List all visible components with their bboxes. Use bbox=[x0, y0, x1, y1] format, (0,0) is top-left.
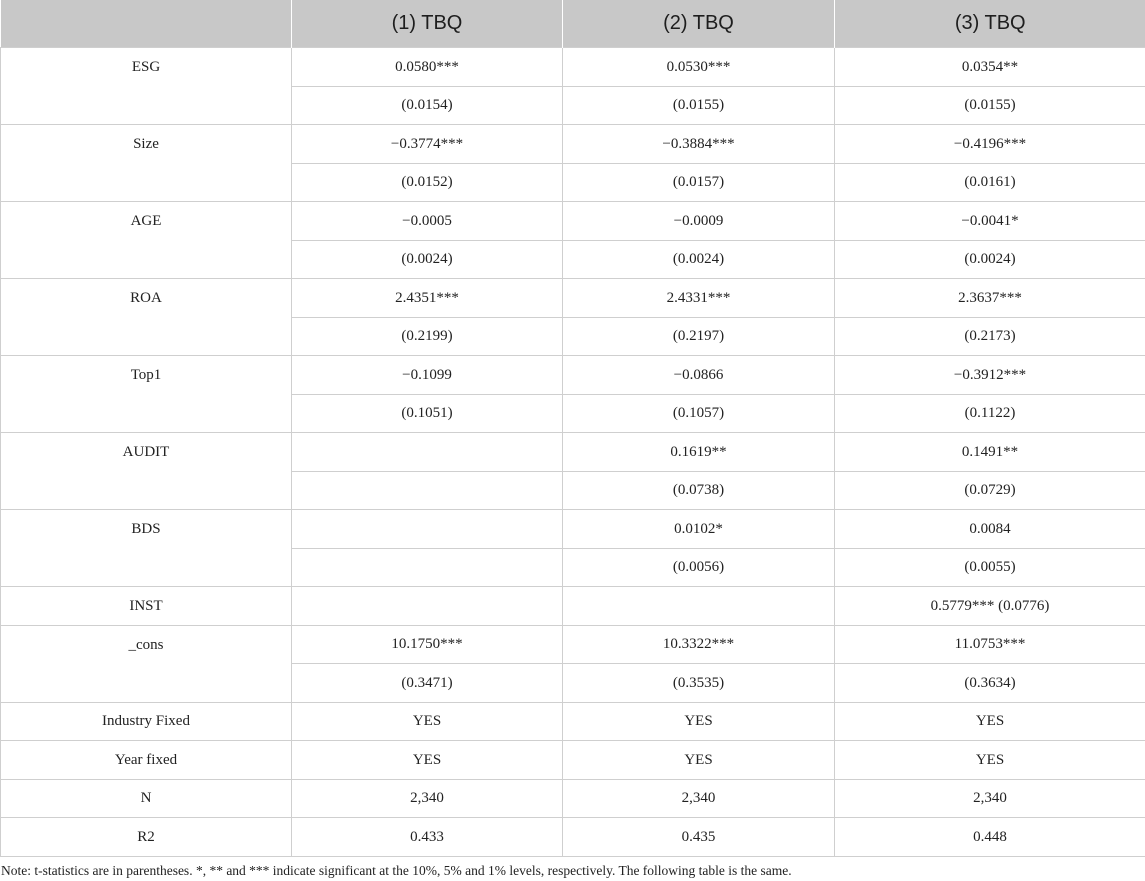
stat-cell: 2,340 bbox=[563, 779, 835, 818]
table-row bbox=[1, 587, 1145, 626]
table-row bbox=[1, 702, 1145, 741]
stat-cell: 0.448 bbox=[835, 818, 1145, 857]
coef-cell: −0.3912*** bbox=[835, 356, 1145, 395]
table-row bbox=[1, 48, 1145, 87]
header-cell-model-1: (1) TBQ bbox=[292, 0, 563, 48]
variable-label: Industry Fixed bbox=[1, 702, 292, 741]
header-row bbox=[1, 0, 1145, 48]
se-cell: (0.2197) bbox=[563, 317, 835, 356]
table-row bbox=[1, 125, 1145, 164]
variable-label: ROA bbox=[1, 279, 292, 356]
header-cell-variable bbox=[1, 0, 292, 48]
table-note: Note: t-statistics are in parentheses. *, ** and *** indicate significant at the 10%, 5% and 1% levels, respectively. The following table is the same. bbox=[1, 863, 792, 878]
se-cell bbox=[292, 548, 563, 587]
variable-label: AGE bbox=[1, 202, 292, 279]
variable-label: _cons bbox=[1, 625, 292, 702]
coef-cell: −0.0009 bbox=[563, 202, 835, 241]
coef-cell: −0.0005 bbox=[292, 202, 563, 241]
table-row bbox=[1, 818, 1145, 857]
se-cell: (0.0056) bbox=[563, 548, 835, 587]
stat-cell: YES bbox=[563, 702, 835, 741]
stat-cell: YES bbox=[563, 741, 835, 780]
stat-cell: YES bbox=[292, 702, 563, 741]
variable-label: BDS bbox=[1, 510, 292, 587]
se-cell: (0.2173) bbox=[835, 317, 1145, 356]
table-row bbox=[1, 510, 1145, 549]
table-row bbox=[1, 202, 1145, 241]
se-cell bbox=[292, 471, 563, 510]
se-cell: (0.2199) bbox=[292, 317, 563, 356]
se-cell: (0.0729) bbox=[835, 471, 1145, 510]
se-cell: (0.1051) bbox=[292, 394, 563, 433]
stat-cell: YES bbox=[835, 702, 1145, 741]
se-cell: (0.0154) bbox=[292, 86, 563, 125]
coef-cell: 0.5779*** (0.0776) bbox=[835, 587, 1145, 626]
table-row bbox=[1, 279, 1145, 318]
variable-label: N bbox=[1, 779, 292, 818]
table-row bbox=[1, 779, 1145, 818]
coef-cell: −0.0041* bbox=[835, 202, 1145, 241]
table-row bbox=[1, 356, 1145, 395]
se-cell: (0.0155) bbox=[563, 86, 835, 125]
coef-cell bbox=[292, 433, 563, 472]
table-row bbox=[1, 625, 1145, 664]
variable-label: Year fixed bbox=[1, 741, 292, 780]
variable-label: ESG bbox=[1, 48, 292, 125]
coef-cell: −0.1099 bbox=[292, 356, 563, 395]
variable-label: Size bbox=[1, 125, 292, 202]
coef-cell: 0.0084 bbox=[835, 510, 1145, 549]
header-cell-model-3: (3) TBQ bbox=[835, 0, 1145, 48]
coef-cell: 0.0530*** bbox=[563, 48, 835, 87]
table-row bbox=[1, 741, 1145, 780]
stat-cell: 2,340 bbox=[292, 779, 563, 818]
se-cell: (0.0055) bbox=[835, 548, 1145, 587]
table-header bbox=[1, 0, 1145, 48]
coef-cell: 2.4331*** bbox=[563, 279, 835, 318]
coef-cell: 10.1750*** bbox=[292, 625, 563, 664]
coef-cell bbox=[292, 510, 563, 549]
stat-cell: 0.433 bbox=[292, 818, 563, 857]
coef-cell: 2.3637*** bbox=[835, 279, 1145, 318]
stat-cell: YES bbox=[835, 741, 1145, 780]
coef-cell: 0.1491** bbox=[835, 433, 1145, 472]
coef-cell: 0.1619** bbox=[563, 433, 835, 472]
stat-cell: 2,340 bbox=[835, 779, 1145, 818]
se-cell: (0.0024) bbox=[563, 240, 835, 279]
coef-cell: 0.0580*** bbox=[292, 48, 563, 87]
stat-cell: YES bbox=[292, 741, 563, 780]
coef-cell: 11.0753*** bbox=[835, 625, 1145, 664]
se-cell: (0.0157) bbox=[563, 163, 835, 202]
coef-cell: 0.0102* bbox=[563, 510, 835, 549]
se-cell: (0.3471) bbox=[292, 664, 563, 703]
se-cell: (0.3535) bbox=[563, 664, 835, 703]
variable-label: R2 bbox=[1, 818, 292, 857]
table-row bbox=[1, 433, 1145, 472]
se-cell: (0.0024) bbox=[292, 240, 563, 279]
se-cell: (0.0024) bbox=[835, 240, 1145, 279]
coef-cell bbox=[563, 587, 835, 626]
se-cell: (0.0738) bbox=[563, 471, 835, 510]
coef-cell: −0.0866 bbox=[563, 356, 835, 395]
variable-label: AUDIT bbox=[1, 433, 292, 510]
table-body bbox=[1, 48, 1145, 857]
se-cell: (0.0155) bbox=[835, 86, 1145, 125]
se-cell: (0.1122) bbox=[835, 394, 1145, 433]
coef-cell: −0.3774*** bbox=[292, 125, 563, 164]
coef-cell: −0.4196*** bbox=[835, 125, 1145, 164]
coef-cell bbox=[292, 587, 563, 626]
coef-cell: 2.4351*** bbox=[292, 279, 563, 318]
coef-cell: −0.3884*** bbox=[563, 125, 835, 164]
se-cell: (0.1057) bbox=[563, 394, 835, 433]
coef-cell: 0.0354** bbox=[835, 48, 1145, 87]
header-cell-model-2: (2) TBQ bbox=[563, 0, 835, 48]
se-cell: (0.0152) bbox=[292, 163, 563, 202]
se-cell: (0.3634) bbox=[835, 664, 1145, 703]
variable-label: Top1 bbox=[1, 356, 292, 433]
stat-cell: 0.435 bbox=[563, 818, 835, 857]
variable-label: INST bbox=[1, 587, 292, 626]
coef-cell: 10.3322*** bbox=[563, 625, 835, 664]
se-cell: (0.0161) bbox=[835, 163, 1145, 202]
